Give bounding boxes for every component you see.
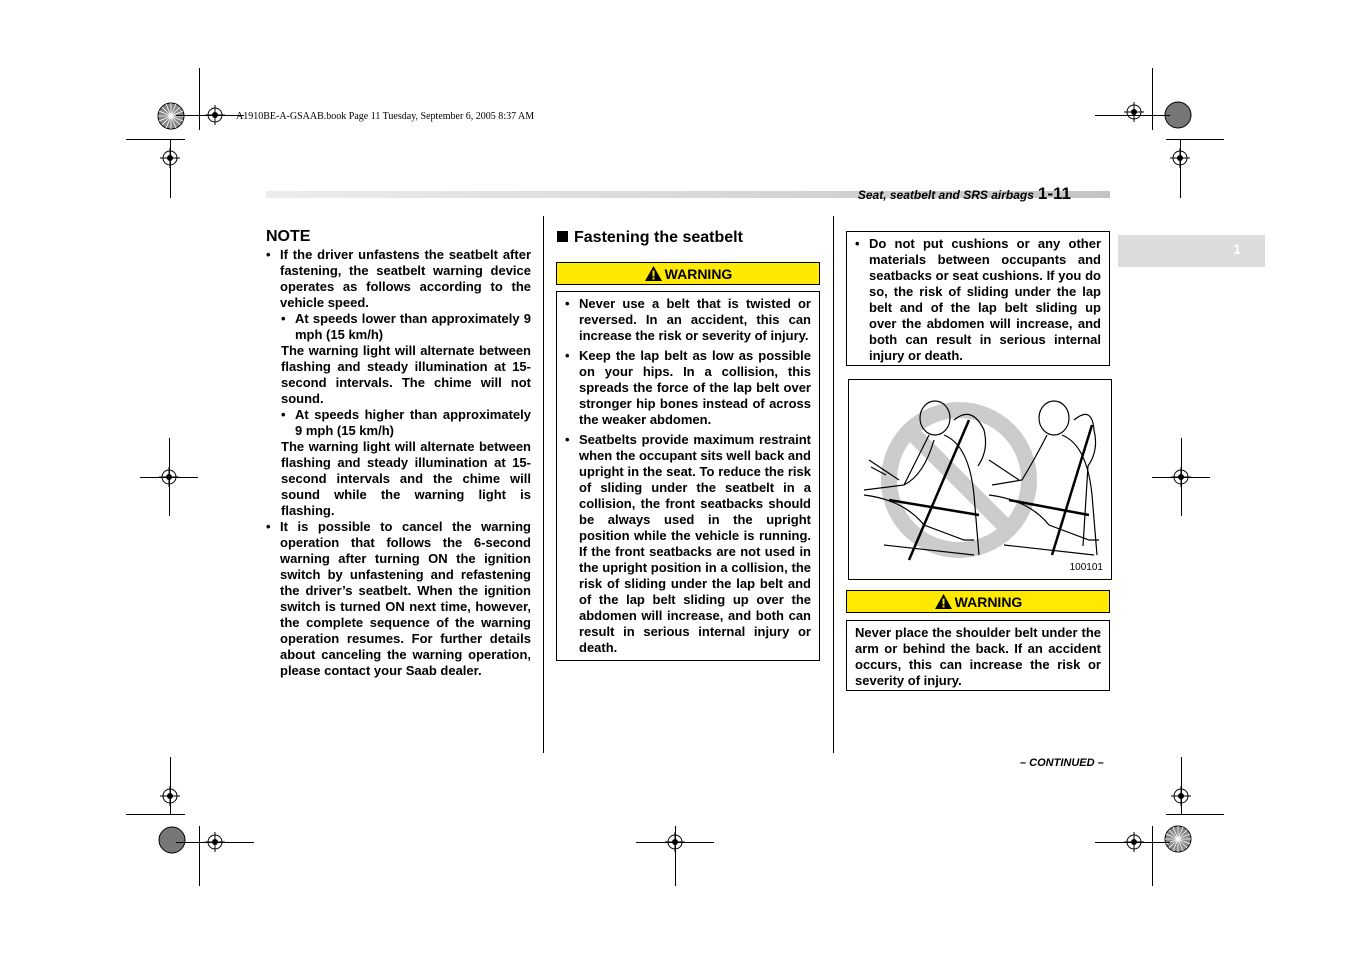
warning-item: • Do not put cushions or any other materials between occupants and seatbacks or seat cushions. If you do so, the risk of sliding under the lap belt and of the lap belt sliding up over the abdomen will increase, and both can result in serious internal injury or death.	[855, 236, 1101, 364]
continued-label: – CONTINUED –	[1020, 757, 1104, 769]
registration-target-icon	[1164, 825, 1192, 853]
crosshair-icon	[205, 832, 225, 852]
crosshair-icon	[160, 148, 180, 168]
warning-item: • Keep the lap belt as low as possible on your hips. In a collision, this spreads the force of the lap belt over stronger hip bones instead of across the weaker abdomen.	[565, 348, 811, 428]
note-subitem-title: • At speeds higher than approximately 9 mph (15 km/h)	[281, 407, 531, 439]
note-subitem	[281, 311, 531, 407]
section-title	[858, 184, 1071, 204]
cushion-warning-box	[846, 231, 1110, 366]
note-subitem	[281, 407, 531, 519]
column-divider	[833, 216, 834, 753]
crosshair-icon	[205, 105, 225, 125]
column-divider	[543, 216, 544, 753]
crosshair-icon	[1170, 148, 1190, 168]
note-subitem-text: The warning light will alternate between flashing and steady illumination at 15-second intervals. The chime will not sound.	[281, 343, 531, 406]
figure-id: 100101	[1069, 562, 1103, 573]
crosshair-icon	[1171, 467, 1191, 487]
crosshair-icon	[1171, 786, 1191, 806]
note-item: • It is possible to cancel the warning operation that follows the 6-second warning after turning ON the ignition switch by unfastening and refastening the driver’s seatbelt. When the ignition switch is turned ON next time, however, the complete sequence of the warning operation resumes. For further details about canceling the warning operation, please contact your Saab dealer.	[266, 519, 531, 679]
warning-label: WARNING	[954, 593, 1023, 610]
note-section	[266, 229, 531, 679]
warning-banner	[846, 590, 1110, 613]
fastening-heading	[557, 229, 743, 247]
crosshair-icon	[1124, 102, 1144, 122]
shoulder-warning-box	[846, 620, 1110, 691]
warning-label: WARNING	[664, 265, 733, 282]
section-name: Seat, seatbelt and SRS airbags	[857, 188, 1034, 202]
warning-triangle-icon	[644, 265, 663, 282]
crosshair-icon	[1124, 832, 1144, 852]
chapter-number: 1	[1233, 241, 1241, 257]
note-item: • If the driver unfastens the seatbelt after fastening, the seatbelt warning device operates as follows according to the vehicle speed.	[266, 247, 531, 311]
warning-banner	[556, 262, 820, 285]
warning-triangle-icon	[934, 593, 953, 610]
file-header: A1910BE-A-GSAAB.book Page 11 Tuesday, September 6, 2005 8:37 AM	[236, 111, 535, 122]
square-bullet-icon	[557, 231, 568, 242]
warning-item: • Never use a belt that is twisted or reversed. In an accident, this can increase the risk or severity of injury.	[565, 296, 811, 344]
crosshair-icon	[160, 786, 180, 806]
page-number: 1-11	[1037, 184, 1071, 203]
warning-item: • Seatbelts provide maximum restraint when the occupant sits well back and upright in the seat. To reduce the risk of sliding under the seatbelt in a collision, the front seatbacks should be always used in the upright position while the vehicle is running. If the front seatbacks are not used in the upright position in a collision, the risk of sliding under the lap belt and of the lap belt sliding up over the abdomen will increase, and both can result in serious internal injury or death.	[565, 432, 811, 656]
seatbelt-illustration	[848, 379, 1112, 580]
fastening-title: Fastening the seatbelt	[574, 229, 743, 246]
note-title: NOTE	[266, 228, 311, 245]
incorrect-seatbelt-figure	[849, 380, 1111, 579]
registration-target-icon	[158, 826, 186, 854]
note-subitem-title: • At speeds lower than approximately 9 mph (15 km/h)	[281, 311, 531, 343]
warning-box	[556, 291, 820, 661]
crosshair-icon	[665, 832, 685, 852]
note-subitem-text: The warning light will alternate between flashing and steady illumination at 15-second intervals and the chime will sound while the warning light is flashing.	[281, 439, 531, 518]
registration-target-icon	[157, 102, 185, 130]
crosshair-icon	[159, 467, 179, 487]
chapter-tab	[1118, 235, 1265, 267]
warning-text: Never place the shoulder belt under the arm or behind the back. If an accident occurs, this can increase the risk or severity of injury.	[855, 625, 1101, 688]
